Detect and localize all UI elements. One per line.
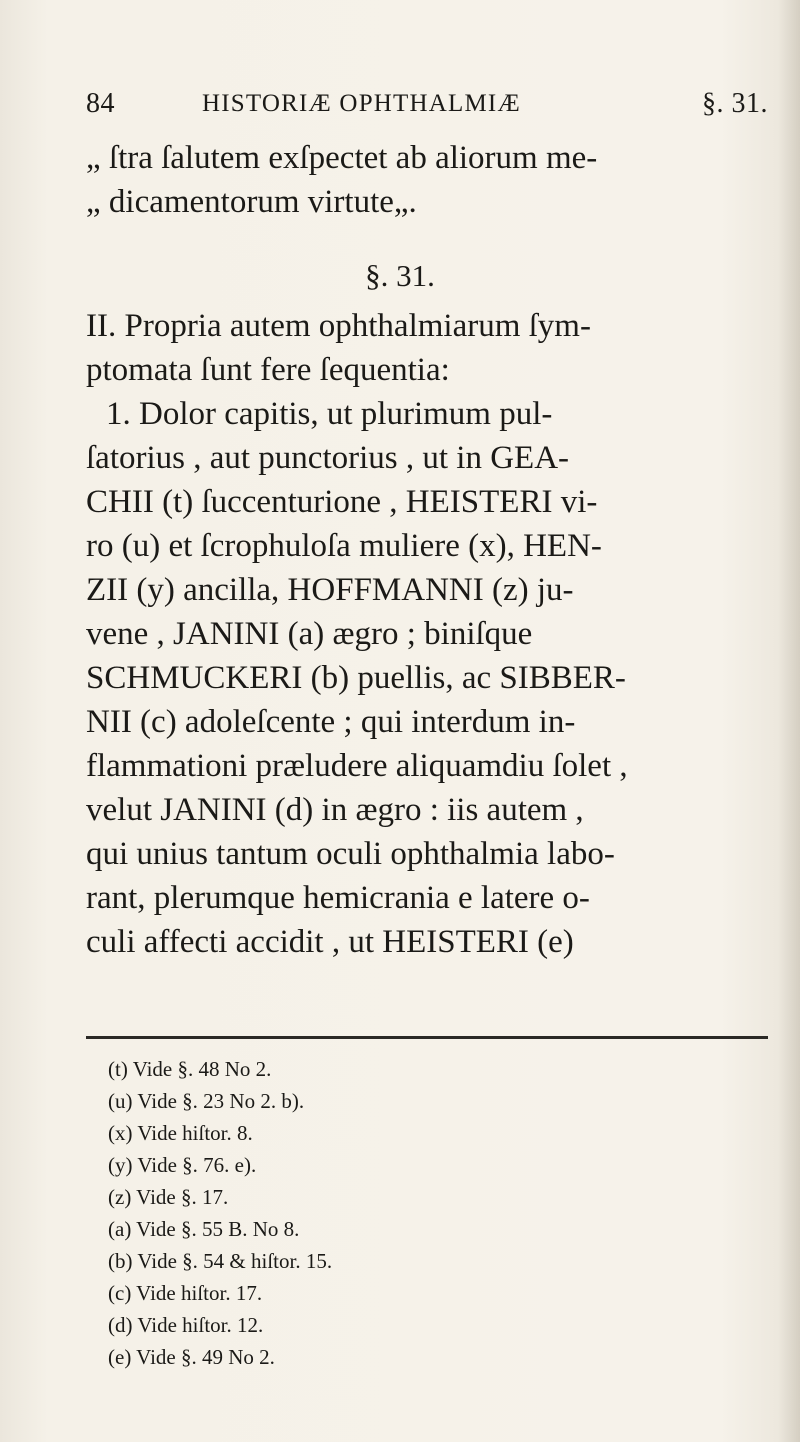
paragraph-line-5: CHII (t) ſuccenturione , HEISTERI vi-: [86, 484, 598, 520]
footnote-a: (a) Vide §. 55 B. No 8.: [108, 1217, 300, 1241]
footnote-u: (u) Vide §. 23 No 2. b).: [108, 1089, 305, 1113]
carry-line-1: „ ſtra ſalutem exſpectet ab aliorum me-: [86, 140, 598, 176]
running-title: HISTORIÆ OPHTHALMIÆ: [202, 90, 521, 117]
footnote-c: (c) Vide hiſtor. 17.: [108, 1281, 263, 1305]
section-heading: §. 31.: [365, 258, 435, 293]
page-number: 84: [86, 88, 115, 119]
footnote-rule: [86, 1036, 768, 1039]
header-section-number: §. 31.: [702, 88, 768, 119]
footnote-z: (z) Vide §. 17.: [108, 1185, 229, 1209]
paragraph-line-9: SCHMUCKERI (b) puellis, ac SIBBER-: [86, 660, 626, 696]
paragraph-line-15: culi affecti accidit , ut HEISTERI (e): [86, 924, 574, 960]
page-edge-shadow: [778, 0, 800, 1442]
footnote-e: (e) Vide §. 49 No 2.: [108, 1345, 275, 1369]
footnote-b: (b) Vide §. 54 & hiſtor. 15.: [108, 1249, 333, 1273]
carry-line-2: „ dicamentorum virtute„.: [86, 184, 417, 220]
footnote-x: (x) Vide hiſtor. 8.: [108, 1121, 253, 1145]
footnote-d: (d) Vide hiſtor. 12.: [108, 1313, 264, 1337]
footnote-t: (t) Vide §. 48 No 2.: [108, 1057, 272, 1081]
paragraph-line-12: velut JANINI (d) in ægro : iis autem ,: [86, 792, 584, 828]
running-header: [86, 88, 768, 124]
paragraph-line-3: 1. Dolor capitis, ut plurimum pul-: [106, 396, 553, 432]
paragraph-line-8: vene , JANINI (a) ægro ; biniſque: [86, 616, 533, 652]
paragraph-line-2: ptomata ſunt fere ſequentia:: [86, 352, 450, 388]
paragraph-line-13: qui unius tantum oculi ophthalmia labo-: [86, 836, 615, 872]
paragraph-line-14: rant, plerumque hemicrania e latere o-: [86, 880, 590, 916]
paragraph-line-7: ZII (y) ancilla, HOFFMANNI (z) ju-: [86, 572, 574, 608]
paragraph-line-4: ſatorius , aut punctorius , ut in GEA-: [86, 440, 570, 476]
paragraph-line-11: flammationi prӕludere aliquamdiu ſolet ,: [86, 748, 628, 784]
paragraph-line-6: ro (u) et ſcrophuloſa muliere (x), HEN-: [86, 528, 602, 564]
paragraph-line-10: NII (c) adoleſcente ; qui interdum in-: [86, 704, 576, 740]
paragraph-line-1: II. Propria autem ophthalmiarum ſym-: [86, 308, 591, 344]
footnote-y: (y) Vide §. 76. e).: [108, 1153, 257, 1177]
